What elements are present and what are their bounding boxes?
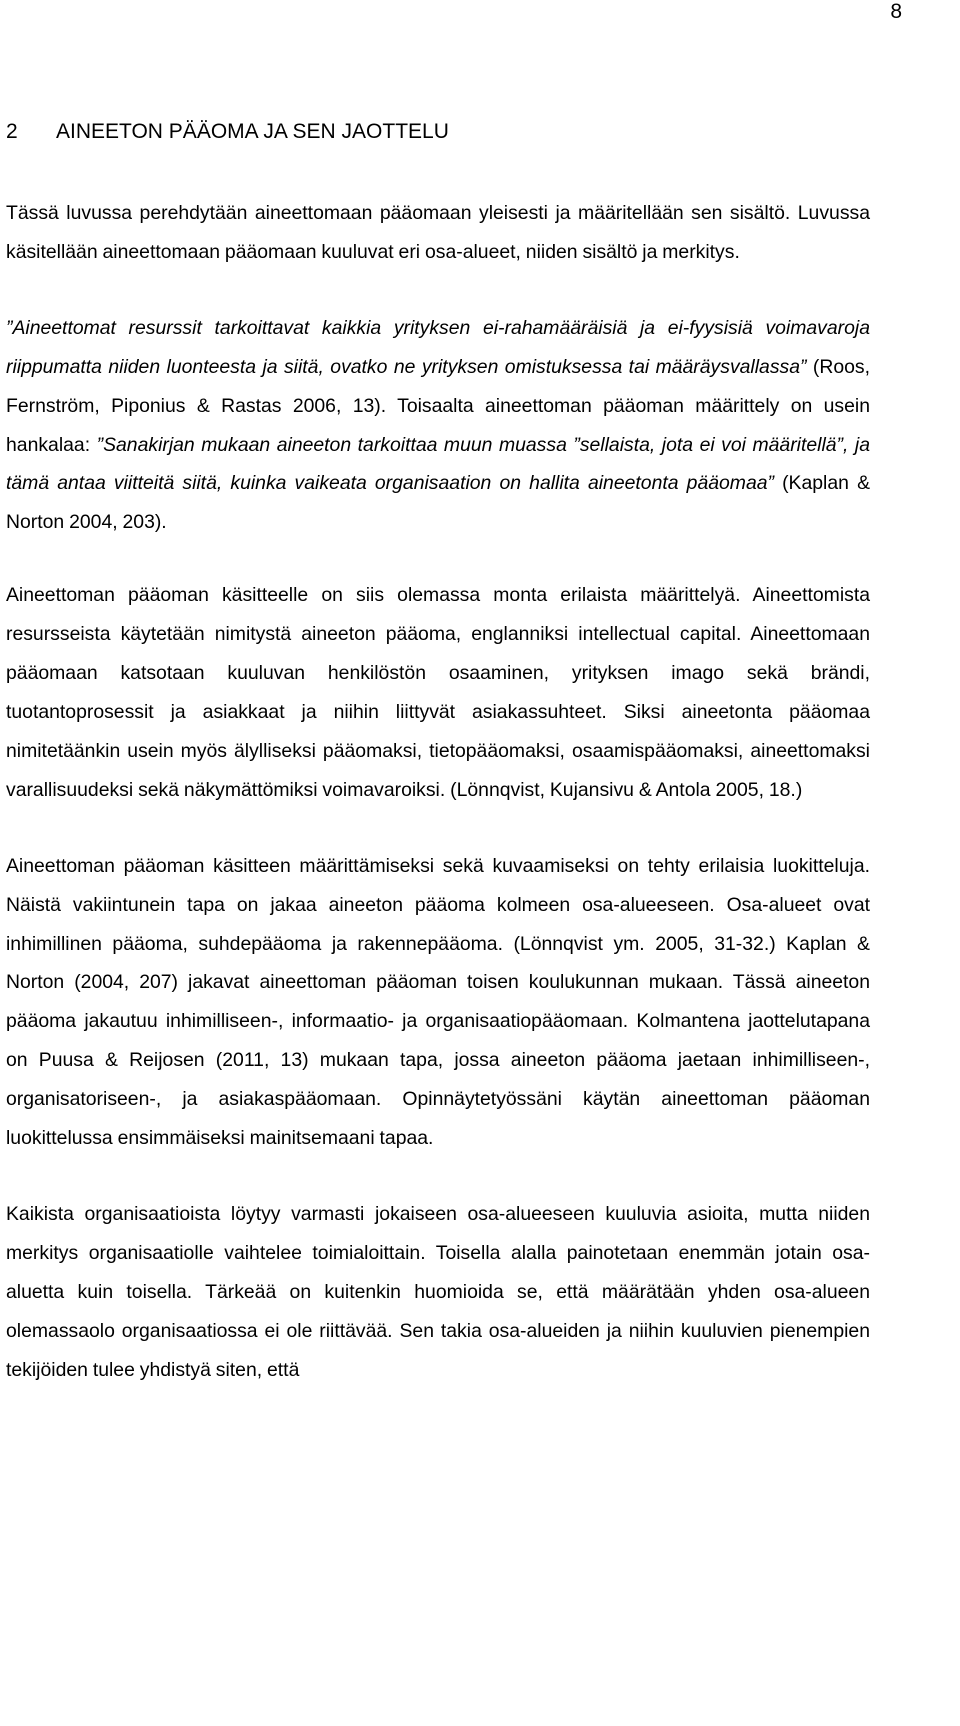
quote-roos: ”Aineettomat resurssit tarkoittavat kaikkia yrityksen ei-rahamääräisiä ja ei-fyysisiä voimavaroja riippumatta niiden luonteesta ja siitä, ovatko ne yrityksen omistuksessa tai määräysvallassa” (6, 316, 870, 378)
paragraph-classification: Aineettoman pääoman käsitteen määrittämiseksi sekä kuvaamiseksi on tehty erilaisia luokitteluja. Näistä vakiintunein tapa on jakaa aineeton pääoma kolmeen osa-alueeseen. Osa-alueet ovat inhimillinen pääoma, suhdepääoma ja rakennepääoma. (Lönnqvist ym. 2005, 31-32.) Kaplan & Norton (2004, 207) jakavat aineettoman pääoman toisen koulukunnan mukaan. Tässä aineeton pääoma jakautuu inhimilliseen-, informaatio- ja organisaatiopääomaan. Kolmantena jaottelutapana on Puusa & Reijosen (2011, 13) mukaan tapa, jossa aineeton pääoma jaetaan inhimilliseen-, organisatoriseen-, ja asiakaspääomaan. Opinnäytetyössäni käytän aineettoman pääoman luokittelussa ensimmäiseksi mainitsemaani tapaa. (6, 854, 870, 1150)
citation-roos: (Roos, Fernström, Piponius & Rastas 2006, 13). Toisaalta aineettoman pääoman määrittely on usein hankalaa: (6, 355, 870, 456)
paragraph-definitions (6, 309, 870, 542)
document-body (6, 118, 870, 1426)
paragraph-concept: Aineettoman pääoman käsitteelle on siis olemassa monta erilaista määrittelyä. Aineettomista resursseista käytetään nimitystä aineeton pääoma, englanniksi intellectual capital. Aineettomaan pääomaan katsotaan kuuluvan henkilöstön osaaminen, yrityksen imago sekä brändi, tuotantoprosessit ja asiakkaat ja niihin liittyvät asiakassuhteet. Siksi aineetonta pääomaa nimitetäänkin usein myös älylliseksi pääomaksi, tietopääomaksi, osaamispääomaksi, aineettomaksi varallisuudeksi sekä näkymättömiksi voimavaroiksi. (Lönnqvist, Kujansivu & Antola 2005, 18.) (6, 584, 870, 801)
quote-kaplan: ”Sanakirjan mukaan aineeton tarkoittaa muun muassa ”sellaista, jota ei voi määritellä”, ja tämä antaa viitteitä siitä, kuinka vaikeata organisaation on hallita aineetonta pääomaa” (6, 433, 871, 495)
page-number: 8 (890, 0, 902, 23)
section-heading (6, 118, 870, 146)
section-title: AINEETON PÄÄOMA JA SEN JAOTTELU (56, 120, 449, 143)
paragraph-organisations: Kaikista organisaatioista löytyy varmasti jokaiseen osa-alueeseen kuuluvia asioita, mutta niiden merkitys organisaatiolle vaihtelee toimialoittain. Toisella alalla painotetaan enemmän jotain osa-aluetta kuin toisella. Tärkeää on kuitenkin huomioida se, että määrätään yhden osa-alueen olemassaolo organisaatiossa ei ole riittävää. Sen takia osa-alueiden ja niihin kuuluvien pienempien tekijöiden tulee yhdistyä siten, että (6, 1202, 870, 1381)
section-number: 2 (6, 120, 18, 143)
paragraph-intro: Tässä luvussa perehdytään aineettomaan pääomaan yleisesti ja määritellään sen sisältö. Luvussa käsitellään aineettomaan pääomaan kuuluvat eri osa-alueet, niiden sisältö ja merkitys. (6, 202, 870, 263)
citation-kaplan: (Kaplan & Norton 2004, 203). (6, 472, 870, 534)
